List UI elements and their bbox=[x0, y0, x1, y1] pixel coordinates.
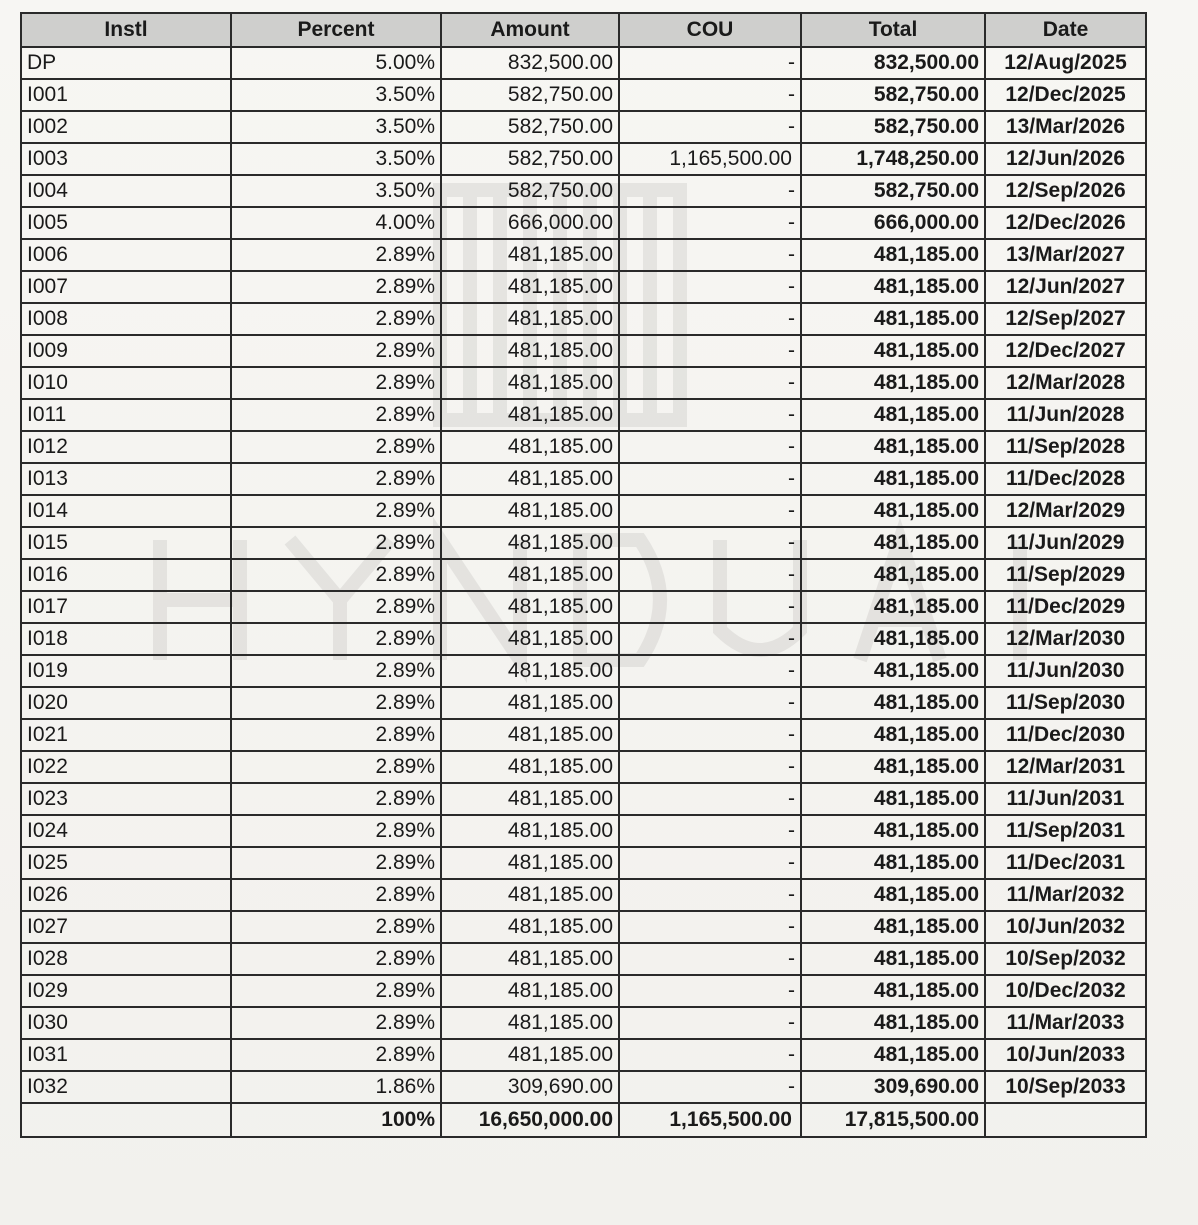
cell-percent: 2.89% bbox=[231, 1039, 441, 1071]
cell-amount: 481,185.00 bbox=[441, 943, 619, 975]
cell-total: 481,185.00 bbox=[801, 783, 985, 815]
table-row bbox=[21, 591, 1146, 623]
cell-percent: 2.89% bbox=[231, 399, 441, 431]
column-header-cou: COU bbox=[619, 13, 801, 47]
cell-date: 11/Dec/2031 bbox=[985, 847, 1146, 879]
cell-date: 11/Dec/2030 bbox=[985, 719, 1146, 751]
cell-percent: 2.89% bbox=[231, 239, 441, 271]
cell-amount: 481,185.00 bbox=[441, 463, 619, 495]
cell-percent: 3.50% bbox=[231, 143, 441, 175]
cell-cou: - bbox=[619, 719, 801, 751]
cell-percent: 3.50% bbox=[231, 175, 441, 207]
cell-total: 832,500.00 bbox=[801, 47, 985, 79]
cell-instl: I006 bbox=[21, 239, 231, 271]
cell-amount: 481,185.00 bbox=[441, 815, 619, 847]
totals-cou: 1,165,500.00 bbox=[619, 1103, 801, 1137]
cell-cou: - bbox=[619, 687, 801, 719]
cell-date: 12/Jun/2027 bbox=[985, 271, 1146, 303]
cell-amount: 481,185.00 bbox=[441, 431, 619, 463]
cell-instl: I029 bbox=[21, 975, 231, 1007]
column-header-total: Total bbox=[801, 13, 985, 47]
table-row bbox=[21, 783, 1146, 815]
cell-cou: - bbox=[619, 815, 801, 847]
cell-instl: I021 bbox=[21, 719, 231, 751]
cell-instl: I023 bbox=[21, 783, 231, 815]
cell-amount: 832,500.00 bbox=[441, 47, 619, 79]
cell-date: 10/Sep/2032 bbox=[985, 943, 1146, 975]
cell-instl: I002 bbox=[21, 111, 231, 143]
cell-cou: - bbox=[619, 1039, 801, 1071]
cell-total: 481,185.00 bbox=[801, 719, 985, 751]
cell-cou: - bbox=[619, 527, 801, 559]
cell-percent: 2.89% bbox=[231, 943, 441, 975]
table-row bbox=[21, 559, 1146, 591]
table-row bbox=[21, 175, 1146, 207]
cell-percent: 5.00% bbox=[231, 47, 441, 79]
cell-date: 12/Dec/2025 bbox=[985, 79, 1146, 111]
cell-total: 481,185.00 bbox=[801, 463, 985, 495]
cell-date: 11/Jun/2029 bbox=[985, 527, 1146, 559]
cell-total: 481,185.00 bbox=[801, 367, 985, 399]
cell-date: 11/Mar/2032 bbox=[985, 879, 1146, 911]
table-row bbox=[21, 1039, 1146, 1071]
cell-amount: 481,185.00 bbox=[441, 367, 619, 399]
cell-amount: 582,750.00 bbox=[441, 79, 619, 111]
cell-instl: I005 bbox=[21, 207, 231, 239]
cell-amount: 481,185.00 bbox=[441, 911, 619, 943]
cell-instl: I012 bbox=[21, 431, 231, 463]
cell-percent: 2.89% bbox=[231, 975, 441, 1007]
cell-amount: 481,185.00 bbox=[441, 559, 619, 591]
cell-date: 12/Aug/2025 bbox=[985, 47, 1146, 79]
cell-amount: 481,185.00 bbox=[441, 399, 619, 431]
cell-cou: - bbox=[619, 463, 801, 495]
cell-instl: I030 bbox=[21, 1007, 231, 1039]
cell-cou: - bbox=[619, 47, 801, 79]
table-row bbox=[21, 271, 1146, 303]
cell-date: 12/Jun/2026 bbox=[985, 143, 1146, 175]
cell-cou: - bbox=[619, 271, 801, 303]
cell-total: 481,185.00 bbox=[801, 239, 985, 271]
cell-instl: I027 bbox=[21, 911, 231, 943]
cell-percent: 2.89% bbox=[231, 559, 441, 591]
cell-cou: - bbox=[619, 911, 801, 943]
cell-percent: 2.89% bbox=[231, 431, 441, 463]
cell-date: 10/Sep/2033 bbox=[985, 1071, 1146, 1103]
cell-total: 481,185.00 bbox=[801, 303, 985, 335]
cell-percent: 1.86% bbox=[231, 1071, 441, 1103]
cell-cou: - bbox=[619, 1007, 801, 1039]
cell-date: 11/Sep/2028 bbox=[985, 431, 1146, 463]
cell-amount: 481,185.00 bbox=[441, 1007, 619, 1039]
cell-cou: - bbox=[619, 335, 801, 367]
cell-cou: - bbox=[619, 111, 801, 143]
cell-cou: 1,165,500.00 bbox=[619, 143, 801, 175]
table-row bbox=[21, 655, 1146, 687]
cell-date: 10/Dec/2032 bbox=[985, 975, 1146, 1007]
cell-percent: 2.89% bbox=[231, 271, 441, 303]
cell-instl: I011 bbox=[21, 399, 231, 431]
table-row bbox=[21, 335, 1146, 367]
cell-instl: I028 bbox=[21, 943, 231, 975]
cell-date: 11/Sep/2029 bbox=[985, 559, 1146, 591]
cell-percent: 2.89% bbox=[231, 911, 441, 943]
cell-instl: I025 bbox=[21, 847, 231, 879]
cell-total: 481,185.00 bbox=[801, 847, 985, 879]
cell-total: 481,185.00 bbox=[801, 879, 985, 911]
cell-total: 481,185.00 bbox=[801, 623, 985, 655]
cell-cou: - bbox=[619, 751, 801, 783]
cell-instl: I014 bbox=[21, 495, 231, 527]
header-row bbox=[21, 13, 1146, 47]
totals-date bbox=[985, 1103, 1146, 1137]
cell-percent: 2.89% bbox=[231, 591, 441, 623]
table-row bbox=[21, 143, 1146, 175]
cell-date: 10/Jun/2032 bbox=[985, 911, 1146, 943]
cell-date: 11/Jun/2028 bbox=[985, 399, 1146, 431]
cell-cou: - bbox=[619, 591, 801, 623]
cell-amount: 481,185.00 bbox=[441, 303, 619, 335]
cell-total: 481,185.00 bbox=[801, 527, 985, 559]
cell-total: 582,750.00 bbox=[801, 111, 985, 143]
cell-amount: 481,185.00 bbox=[441, 239, 619, 271]
table-row bbox=[21, 879, 1146, 911]
cell-amount: 481,185.00 bbox=[441, 271, 619, 303]
cell-percent: 4.00% bbox=[231, 207, 441, 239]
cell-percent: 2.89% bbox=[231, 335, 441, 367]
cell-instl: I010 bbox=[21, 367, 231, 399]
cell-cou: - bbox=[619, 175, 801, 207]
table-header bbox=[21, 13, 1146, 47]
cell-date: 10/Jun/2033 bbox=[985, 1039, 1146, 1071]
totals-instl bbox=[21, 1103, 231, 1137]
cell-date: 11/Jun/2031 bbox=[985, 783, 1146, 815]
cell-date: 11/Dec/2029 bbox=[985, 591, 1146, 623]
totals-percent: 100% bbox=[231, 1103, 441, 1137]
cell-cou: - bbox=[619, 399, 801, 431]
cell-instl: I004 bbox=[21, 175, 231, 207]
cell-cou: - bbox=[619, 1071, 801, 1103]
cell-total: 481,185.00 bbox=[801, 591, 985, 623]
cell-cou: - bbox=[619, 879, 801, 911]
table-row bbox=[21, 431, 1146, 463]
totals-amount: 16,650,000.00 bbox=[441, 1103, 619, 1137]
table-body bbox=[21, 47, 1146, 1103]
cell-instl: I018 bbox=[21, 623, 231, 655]
cell-percent: 2.89% bbox=[231, 815, 441, 847]
cell-amount: 582,750.00 bbox=[441, 111, 619, 143]
table-row bbox=[21, 303, 1146, 335]
table-row bbox=[21, 527, 1146, 559]
cell-instl: I026 bbox=[21, 879, 231, 911]
cell-instl: I016 bbox=[21, 559, 231, 591]
cell-total: 666,000.00 bbox=[801, 207, 985, 239]
cell-amount: 481,185.00 bbox=[441, 687, 619, 719]
cell-instl: I003 bbox=[21, 143, 231, 175]
cell-amount: 481,185.00 bbox=[441, 1039, 619, 1071]
cell-cou: - bbox=[619, 623, 801, 655]
table-row bbox=[21, 719, 1146, 751]
table-row bbox=[21, 79, 1146, 111]
cell-total: 582,750.00 bbox=[801, 79, 985, 111]
cell-cou: - bbox=[619, 975, 801, 1007]
cell-date: 13/Mar/2027 bbox=[985, 239, 1146, 271]
table-row bbox=[21, 847, 1146, 879]
cell-date: 12/Mar/2031 bbox=[985, 751, 1146, 783]
cell-total: 481,185.00 bbox=[801, 399, 985, 431]
cell-instl: I015 bbox=[21, 527, 231, 559]
cell-instl: I031 bbox=[21, 1039, 231, 1071]
table-row bbox=[21, 815, 1146, 847]
cell-total: 481,185.00 bbox=[801, 687, 985, 719]
cell-percent: 2.89% bbox=[231, 719, 441, 751]
cell-instl: I024 bbox=[21, 815, 231, 847]
cell-percent: 3.50% bbox=[231, 79, 441, 111]
cell-date: 11/Jun/2030 bbox=[985, 655, 1146, 687]
cell-cou: - bbox=[619, 79, 801, 111]
cell-amount: 481,185.00 bbox=[441, 527, 619, 559]
cell-cou: - bbox=[619, 783, 801, 815]
cell-total: 481,185.00 bbox=[801, 655, 985, 687]
cell-percent: 2.89% bbox=[231, 751, 441, 783]
cell-cou: - bbox=[619, 431, 801, 463]
cell-amount: 481,185.00 bbox=[441, 623, 619, 655]
cell-instl: I019 bbox=[21, 655, 231, 687]
cell-total: 481,185.00 bbox=[801, 815, 985, 847]
cell-total: 309,690.00 bbox=[801, 1071, 985, 1103]
cell-cou: - bbox=[619, 655, 801, 687]
cell-cou: - bbox=[619, 943, 801, 975]
cell-total: 481,185.00 bbox=[801, 431, 985, 463]
cell-total: 481,185.00 bbox=[801, 1039, 985, 1071]
cell-date: 12/Dec/2027 bbox=[985, 335, 1146, 367]
cell-total: 481,185.00 bbox=[801, 495, 985, 527]
cell-total: 481,185.00 bbox=[801, 975, 985, 1007]
cell-instl: I032 bbox=[21, 1071, 231, 1103]
table-row bbox=[21, 207, 1146, 239]
cell-percent: 2.89% bbox=[231, 495, 441, 527]
cell-total: 481,185.00 bbox=[801, 943, 985, 975]
table-row bbox=[21, 1071, 1146, 1103]
table-row bbox=[21, 943, 1146, 975]
cell-amount: 309,690.00 bbox=[441, 1071, 619, 1103]
cell-percent: 2.89% bbox=[231, 783, 441, 815]
table-row bbox=[21, 623, 1146, 655]
cell-percent: 2.89% bbox=[231, 687, 441, 719]
cell-percent: 2.89% bbox=[231, 623, 441, 655]
cell-percent: 2.89% bbox=[231, 1007, 441, 1039]
cell-cou: - bbox=[619, 495, 801, 527]
cell-cou: - bbox=[619, 303, 801, 335]
table-row bbox=[21, 47, 1146, 79]
cell-date: 11/Sep/2031 bbox=[985, 815, 1146, 847]
cell-amount: 582,750.00 bbox=[441, 175, 619, 207]
table-row bbox=[21, 495, 1146, 527]
cell-amount: 481,185.00 bbox=[441, 591, 619, 623]
column-header-instl: Instl bbox=[21, 13, 231, 47]
cell-total: 481,185.00 bbox=[801, 911, 985, 943]
table-row bbox=[21, 367, 1146, 399]
cell-percent: 2.89% bbox=[231, 527, 441, 559]
cell-percent: 2.89% bbox=[231, 879, 441, 911]
cell-date: 12/Mar/2029 bbox=[985, 495, 1146, 527]
cell-percent: 3.50% bbox=[231, 111, 441, 143]
cell-cou: - bbox=[619, 847, 801, 879]
cell-total: 481,185.00 bbox=[801, 1007, 985, 1039]
cell-cou: - bbox=[619, 239, 801, 271]
cell-amount: 481,185.00 bbox=[441, 495, 619, 527]
table-row bbox=[21, 1007, 1146, 1039]
cell-instl: DP bbox=[21, 47, 231, 79]
cell-total: 1,748,250.00 bbox=[801, 143, 985, 175]
cell-percent: 2.89% bbox=[231, 847, 441, 879]
totals-row bbox=[21, 1103, 1146, 1137]
cell-amount: 481,185.00 bbox=[441, 975, 619, 1007]
table-row bbox=[21, 111, 1146, 143]
cell-date: 13/Mar/2026 bbox=[985, 111, 1146, 143]
table-row bbox=[21, 399, 1146, 431]
table-row bbox=[21, 975, 1146, 1007]
table-row bbox=[21, 751, 1146, 783]
column-header-percent: Percent bbox=[231, 13, 441, 47]
cell-amount: 481,185.00 bbox=[441, 655, 619, 687]
cell-cou: - bbox=[619, 367, 801, 399]
cell-cou: - bbox=[619, 559, 801, 591]
cell-date: 11/Mar/2033 bbox=[985, 1007, 1146, 1039]
cell-instl: I007 bbox=[21, 271, 231, 303]
cell-instl: I020 bbox=[21, 687, 231, 719]
table-row bbox=[21, 463, 1146, 495]
cell-total: 481,185.00 bbox=[801, 271, 985, 303]
column-header-date: Date bbox=[985, 13, 1146, 47]
cell-amount: 481,185.00 bbox=[441, 335, 619, 367]
cell-instl: I013 bbox=[21, 463, 231, 495]
cell-date: 12/Mar/2028 bbox=[985, 367, 1146, 399]
cell-date: 11/Sep/2030 bbox=[985, 687, 1146, 719]
cell-instl: I008 bbox=[21, 303, 231, 335]
table-row bbox=[21, 687, 1146, 719]
column-header-amount: Amount bbox=[441, 13, 619, 47]
cell-amount: 481,185.00 bbox=[441, 719, 619, 751]
cell-amount: 481,185.00 bbox=[441, 879, 619, 911]
cell-date: 11/Dec/2028 bbox=[985, 463, 1146, 495]
cell-cou: - bbox=[619, 207, 801, 239]
totals-total: 17,815,500.00 bbox=[801, 1103, 985, 1137]
cell-date: 12/Sep/2027 bbox=[985, 303, 1146, 335]
cell-percent: 2.89% bbox=[231, 303, 441, 335]
cell-total: 481,185.00 bbox=[801, 751, 985, 783]
cell-date: 12/Sep/2026 bbox=[985, 175, 1146, 207]
cell-amount: 481,185.00 bbox=[441, 783, 619, 815]
cell-percent: 2.89% bbox=[231, 367, 441, 399]
cell-amount: 666,000.00 bbox=[441, 207, 619, 239]
table-row bbox=[21, 239, 1146, 271]
cell-date: 12/Dec/2026 bbox=[985, 207, 1146, 239]
table-row bbox=[21, 911, 1146, 943]
cell-instl: I009 bbox=[21, 335, 231, 367]
cell-total: 582,750.00 bbox=[801, 175, 985, 207]
cell-instl: I001 bbox=[21, 79, 231, 111]
cell-amount: 481,185.00 bbox=[441, 847, 619, 879]
cell-percent: 2.89% bbox=[231, 463, 441, 495]
cell-total: 481,185.00 bbox=[801, 559, 985, 591]
cell-date: 12/Mar/2030 bbox=[985, 623, 1146, 655]
table-footer bbox=[21, 1103, 1146, 1137]
cell-amount: 582,750.00 bbox=[441, 143, 619, 175]
payment-schedule-table bbox=[20, 12, 1147, 1138]
cell-percent: 2.89% bbox=[231, 655, 441, 687]
cell-amount: 481,185.00 bbox=[441, 751, 619, 783]
cell-instl: I017 bbox=[21, 591, 231, 623]
cell-instl: I022 bbox=[21, 751, 231, 783]
cell-total: 481,185.00 bbox=[801, 335, 985, 367]
